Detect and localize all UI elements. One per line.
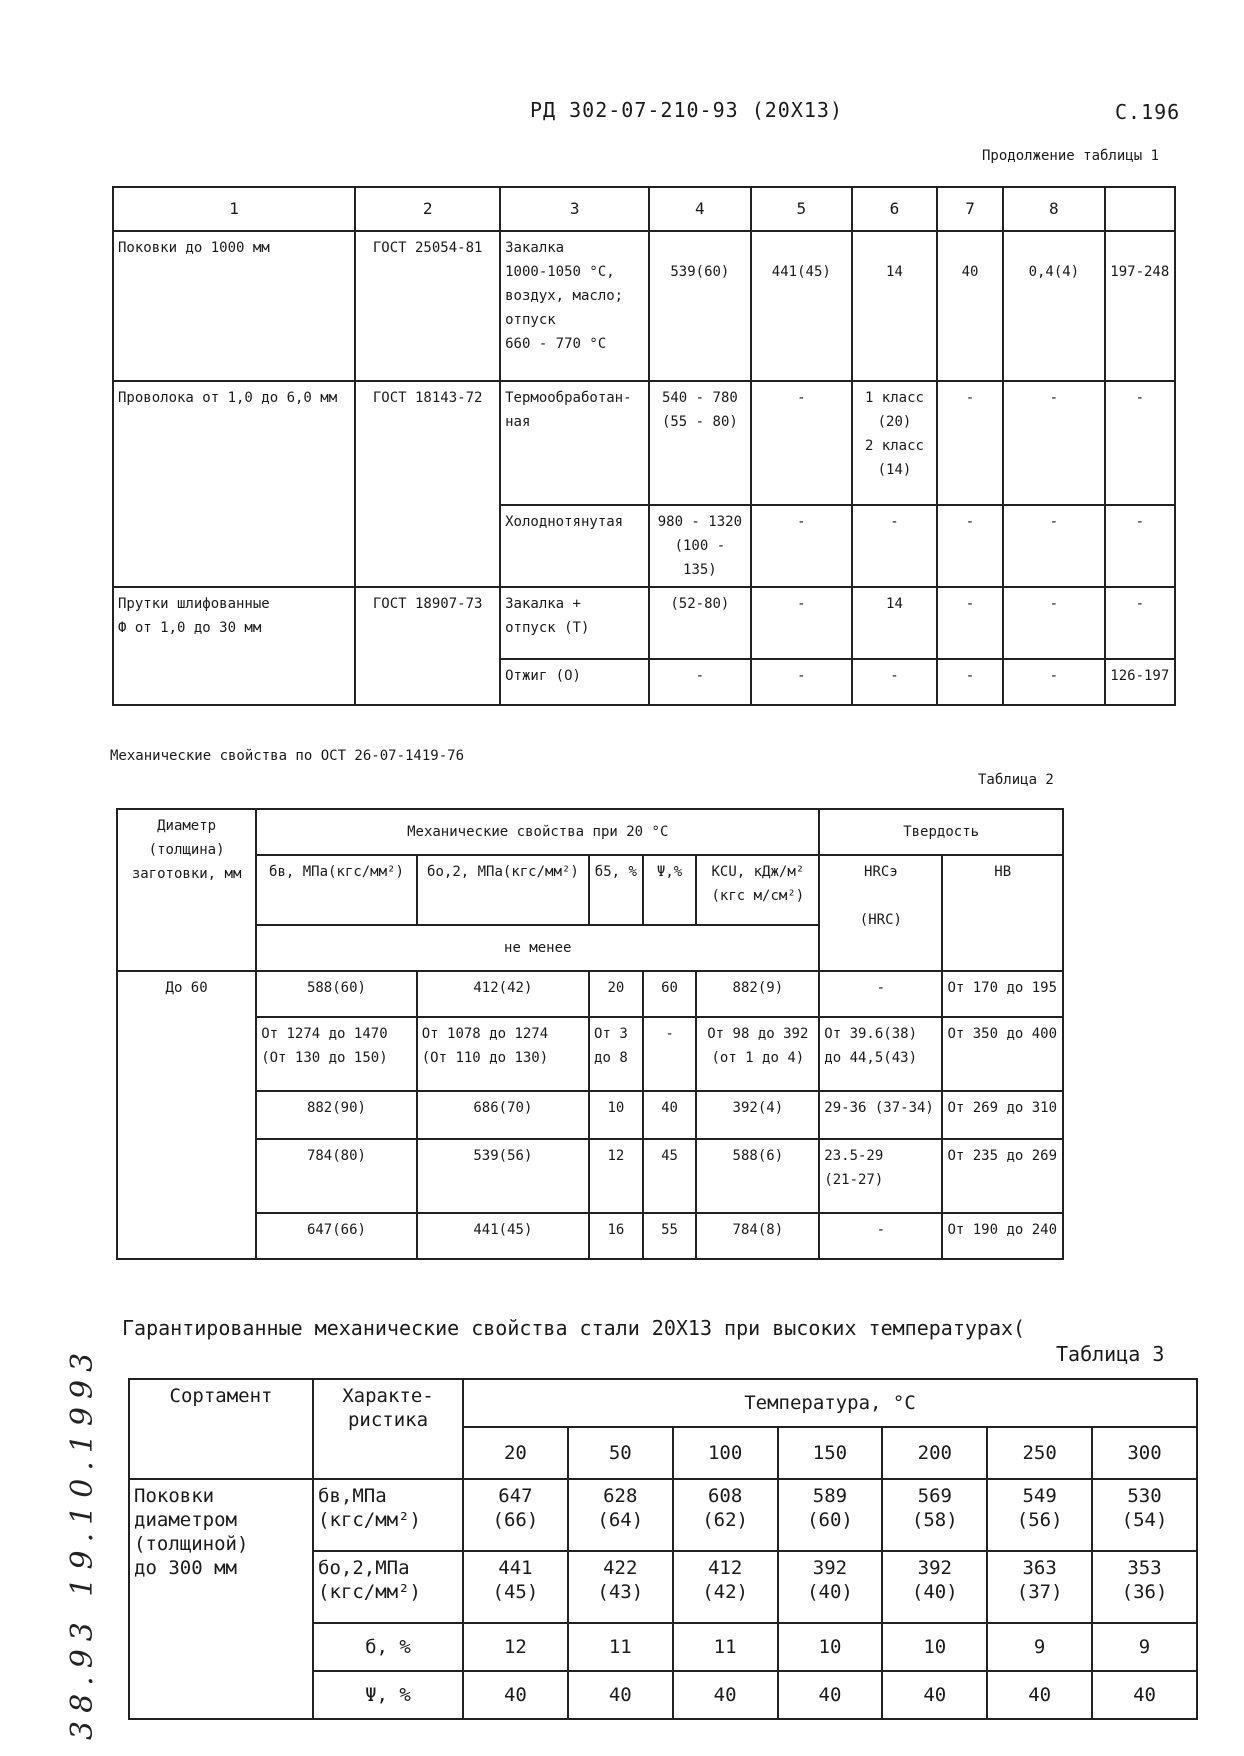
- t1-cell: Проволока от 1,0 до 6,0 мм: [113, 381, 355, 587]
- t3-temp: 50: [568, 1427, 673, 1479]
- t3-temp: 200: [882, 1427, 987, 1479]
- t3-temp: 150: [778, 1427, 883, 1479]
- t2-cell: 55: [643, 1213, 697, 1259]
- t1-cell: -: [1105, 505, 1175, 587]
- t3-cell: 530 (54): [1092, 1479, 1197, 1551]
- t3-temp: 250: [987, 1427, 1092, 1479]
- t1-cell: -: [937, 587, 1003, 659]
- table-row: [117, 1091, 1063, 1139]
- t3-cell: 441 (45): [463, 1551, 568, 1623]
- t2-cell: От 269 до 310: [942, 1091, 1063, 1139]
- t1-cell: Отжиг (О): [500, 659, 649, 705]
- t2-cell: 588(6): [696, 1139, 819, 1213]
- t3-row-label: б, %: [313, 1623, 463, 1671]
- t1-cell: 540 - 780 (55 - 80): [649, 381, 750, 505]
- t2-h-sub: HRCэ (HRC): [819, 855, 942, 971]
- t2-cell: -: [643, 1017, 697, 1091]
- t1-cell: -: [852, 659, 937, 705]
- table-row: [129, 1479, 1197, 1551]
- t3-cell: 40: [568, 1671, 673, 1719]
- t1-h7: 7: [937, 187, 1003, 231]
- t2-h-diameter: Диаметр (толщина) заготовки, мм: [117, 809, 256, 971]
- t2-h-sub: Ψ,%: [643, 855, 697, 925]
- table-row: [117, 1139, 1063, 1213]
- t2-h-mech: Механические свойства при 20 °С: [256, 809, 819, 855]
- t1-cell: -: [751, 505, 852, 587]
- t1-cell: -: [852, 505, 937, 587]
- t3-cell: 40: [673, 1671, 778, 1719]
- t3-cell: 11: [568, 1623, 673, 1671]
- t2-cell: От 3 до 8: [589, 1017, 643, 1091]
- t3-sortament-cell: Поковки диаметром (толщиной) до 300 мм: [129, 1479, 313, 1719]
- t3-cell: 10: [882, 1623, 987, 1671]
- continuation-label: Продолжение таблицы 1: [982, 148, 1160, 164]
- t3-cell: 10: [778, 1623, 883, 1671]
- t2-cell: 412(42): [417, 971, 589, 1017]
- t2-cell: От 1078 до 1274 (От 110 до 130): [417, 1017, 589, 1091]
- t2-cell: 392(4): [696, 1091, 819, 1139]
- t1-cell: Прутки шлифованные Ф от 1,0 до 30 мм: [113, 587, 355, 705]
- table-row: [113, 231, 1175, 381]
- page-number: С.196: [1115, 100, 1181, 124]
- table-2-caption: Механические свойства по ОСТ 26-07-1419-76: [110, 748, 465, 764]
- t3-cell: 412 (42): [673, 1551, 778, 1623]
- t1-cell: -: [1003, 659, 1104, 705]
- t1-cell: -: [1003, 381, 1104, 505]
- t2-cell: 882(9): [696, 971, 819, 1017]
- t2-cell: 539(56): [417, 1139, 589, 1213]
- t3-h-temperature: Температура, °С: [463, 1379, 1197, 1427]
- t1-cell: Термообработан- ная: [500, 381, 649, 505]
- t1-cell: Закалка 1000-1050 °С, воздух, масло; отпуск 660 - 770 °С: [500, 231, 649, 381]
- t3-cell: 589 (60): [778, 1479, 883, 1551]
- table-3-caption: Гарантированные механические свойства стали 20Х13 при высоких температурах(: [122, 1316, 1026, 1340]
- t1-cell: 40: [937, 231, 1003, 381]
- t3-cell: 11: [673, 1623, 778, 1671]
- t1-cell: -: [1003, 505, 1104, 587]
- t3-cell: 549 (56): [987, 1479, 1092, 1551]
- t3-cell: 392 (40): [882, 1551, 987, 1623]
- t2-header-row-1: [117, 809, 1063, 855]
- t2-h-sub: бв, МПа(кгс/мм²): [256, 855, 417, 925]
- t1-cell: -: [751, 659, 852, 705]
- t1-cell: ГОСТ 25054-81: [355, 231, 500, 381]
- t1-cell: -: [649, 659, 750, 705]
- t2-cell: 45: [643, 1139, 697, 1213]
- t2-diameter-cell: До 60: [117, 971, 256, 1259]
- t3-cell: 608 (62): [673, 1479, 778, 1551]
- doc-code: РД 302-07-210-93 (20Х13): [530, 98, 843, 122]
- t2-cell: 647(66): [256, 1213, 417, 1259]
- t1-cell: -: [751, 381, 852, 505]
- t3-cell: 647 (66): [463, 1479, 568, 1551]
- t2-cell: От 98 до 392 (от 1 до 4): [696, 1017, 819, 1091]
- t1-cell: -: [1105, 587, 1175, 659]
- t3-cell: 392 (40): [778, 1551, 883, 1623]
- handwritten-margin-note: [25, 1300, 105, 1755]
- table-row: [113, 587, 1175, 659]
- t1-cell: Закалка + отпуск (Т): [500, 587, 649, 659]
- t2-header-row-2: [117, 855, 1063, 925]
- t2-h-sub: бо,2, МПа(кгс/мм²): [417, 855, 589, 925]
- t3-cell: 40: [463, 1671, 568, 1719]
- t2-cell: 23.5-29 (21-27): [819, 1139, 942, 1213]
- t2-cell: От 235 до 269: [942, 1139, 1063, 1213]
- t1-cell: 441(45): [751, 231, 852, 381]
- t2-cell: 441(45): [417, 1213, 589, 1259]
- t1-cell: (52-80): [649, 587, 750, 659]
- t1-h9: [1105, 187, 1175, 231]
- t3-cell: 40: [987, 1671, 1092, 1719]
- t2-cell: От 39.6(38) до 44,5(43): [819, 1017, 942, 1091]
- table-2-label: Таблица 2: [978, 772, 1054, 788]
- t2-cell: От 190 до 240: [942, 1213, 1063, 1259]
- table-row: [117, 971, 1063, 1017]
- t1-cell: 14: [852, 231, 937, 381]
- t3-cell: 628 (64): [568, 1479, 673, 1551]
- t3-cell: 422 (43): [568, 1551, 673, 1623]
- t1-cell: 539(60): [649, 231, 750, 381]
- t2-cell: 588(60): [256, 971, 417, 1017]
- t3-cell: 9: [1092, 1623, 1197, 1671]
- t1-cell: -: [1003, 587, 1104, 659]
- t1-cell: 1 класс (20) 2 класс (14): [852, 381, 937, 505]
- t2-cell: От 350 до 400: [942, 1017, 1063, 1091]
- t2-cell: -: [819, 1213, 942, 1259]
- t3-temp: 300: [1092, 1427, 1197, 1479]
- t3-temp: 100: [673, 1427, 778, 1479]
- t1-cell: 980 - 1320 (100 - 135): [649, 505, 750, 587]
- t1-cell: ГОСТ 18143-72: [355, 381, 500, 587]
- t2-cell: 784(80): [256, 1139, 417, 1213]
- t1-cell: Холоднотянутая: [500, 505, 649, 587]
- t2-cell: 40: [643, 1091, 697, 1139]
- t2-cell: 20: [589, 971, 643, 1017]
- t2-cell: От 1274 до 1470 (От 130 до 150): [256, 1017, 417, 1091]
- t3-cell: 363 (37): [987, 1551, 1092, 1623]
- table-row: [117, 1017, 1063, 1091]
- t3-temp: 20: [463, 1427, 568, 1479]
- t1-cell: -: [937, 505, 1003, 587]
- t2-cell: 882(90): [256, 1091, 417, 1139]
- t3-cell: 569 (58): [882, 1479, 987, 1551]
- table-3-label: Таблица 3: [1056, 1342, 1165, 1366]
- t1-cell: -: [937, 659, 1003, 705]
- t1-cell: 126-197: [1105, 659, 1175, 705]
- t3-row-label: Ψ, %: [313, 1671, 463, 1719]
- t1-h2: 2: [355, 187, 500, 231]
- t2-cell: 12: [589, 1139, 643, 1213]
- t1-h8: 8: [1003, 187, 1104, 231]
- table-1-header-row: [113, 187, 1175, 231]
- table-row: [117, 1213, 1063, 1259]
- t2-h-min: не менее: [256, 925, 819, 971]
- t3-cell: 40: [882, 1671, 987, 1719]
- t1-cell: 0,4(4): [1003, 231, 1104, 381]
- t3-row-label: бв,МПа (кгс/мм²): [313, 1479, 463, 1551]
- t3-cell: 40: [778, 1671, 883, 1719]
- t3-cell: 12: [463, 1623, 568, 1671]
- t3-cell: 9: [987, 1623, 1092, 1671]
- t3-cell: 40: [1092, 1671, 1197, 1719]
- t1-h5: 5: [751, 187, 852, 231]
- table-1: [112, 186, 1176, 706]
- t1-h6: 6: [852, 187, 937, 231]
- t2-cell: 29-36 (37-34): [819, 1091, 942, 1139]
- table-2: [116, 808, 1064, 1260]
- table-3: [128, 1378, 1198, 1720]
- t2-cell: 784(8): [696, 1213, 819, 1259]
- t3-cell: 353 (36): [1092, 1551, 1197, 1623]
- table-row: [113, 381, 1175, 505]
- t3-h-characteristic: Характе- ристика: [313, 1379, 463, 1479]
- t2-h-sub: б5, %: [589, 855, 643, 925]
- t2-cell: От 170 до 195: [942, 971, 1063, 1017]
- t1-cell: 197-248: [1105, 231, 1175, 381]
- t1-cell: -: [937, 381, 1003, 505]
- t2-cell: 10: [589, 1091, 643, 1139]
- t1-h3: 3: [500, 187, 649, 231]
- t2-cell: 60: [643, 971, 697, 1017]
- t1-cell: -: [1105, 381, 1175, 505]
- t2-cell: 686(70): [417, 1091, 589, 1139]
- t2-h-sub: НВ: [942, 855, 1063, 971]
- t1-cell: -: [751, 587, 852, 659]
- margin-note-text: 38.93 19.10.1993: [65, 1344, 100, 1740]
- t1-h4: 4: [649, 187, 750, 231]
- t3-header-row-1: [129, 1379, 1197, 1427]
- t1-cell: ГОСТ 18907-73: [355, 587, 500, 705]
- t2-cell: 16: [589, 1213, 643, 1259]
- t3-h-sortament: Сортамент: [129, 1379, 313, 1479]
- t2-h-hardness: Твердость: [819, 809, 1063, 855]
- t2-cell: -: [819, 971, 942, 1017]
- t1-cell: Поковки до 1000 мм: [113, 231, 355, 381]
- t3-row-label: бо,2,МПа (кгс/мм²): [313, 1551, 463, 1623]
- t1-cell: 14: [852, 587, 937, 659]
- t2-h-sub: KCU, кДж/м² (кгс м/см²): [696, 855, 819, 925]
- t1-h1: 1: [113, 187, 355, 231]
